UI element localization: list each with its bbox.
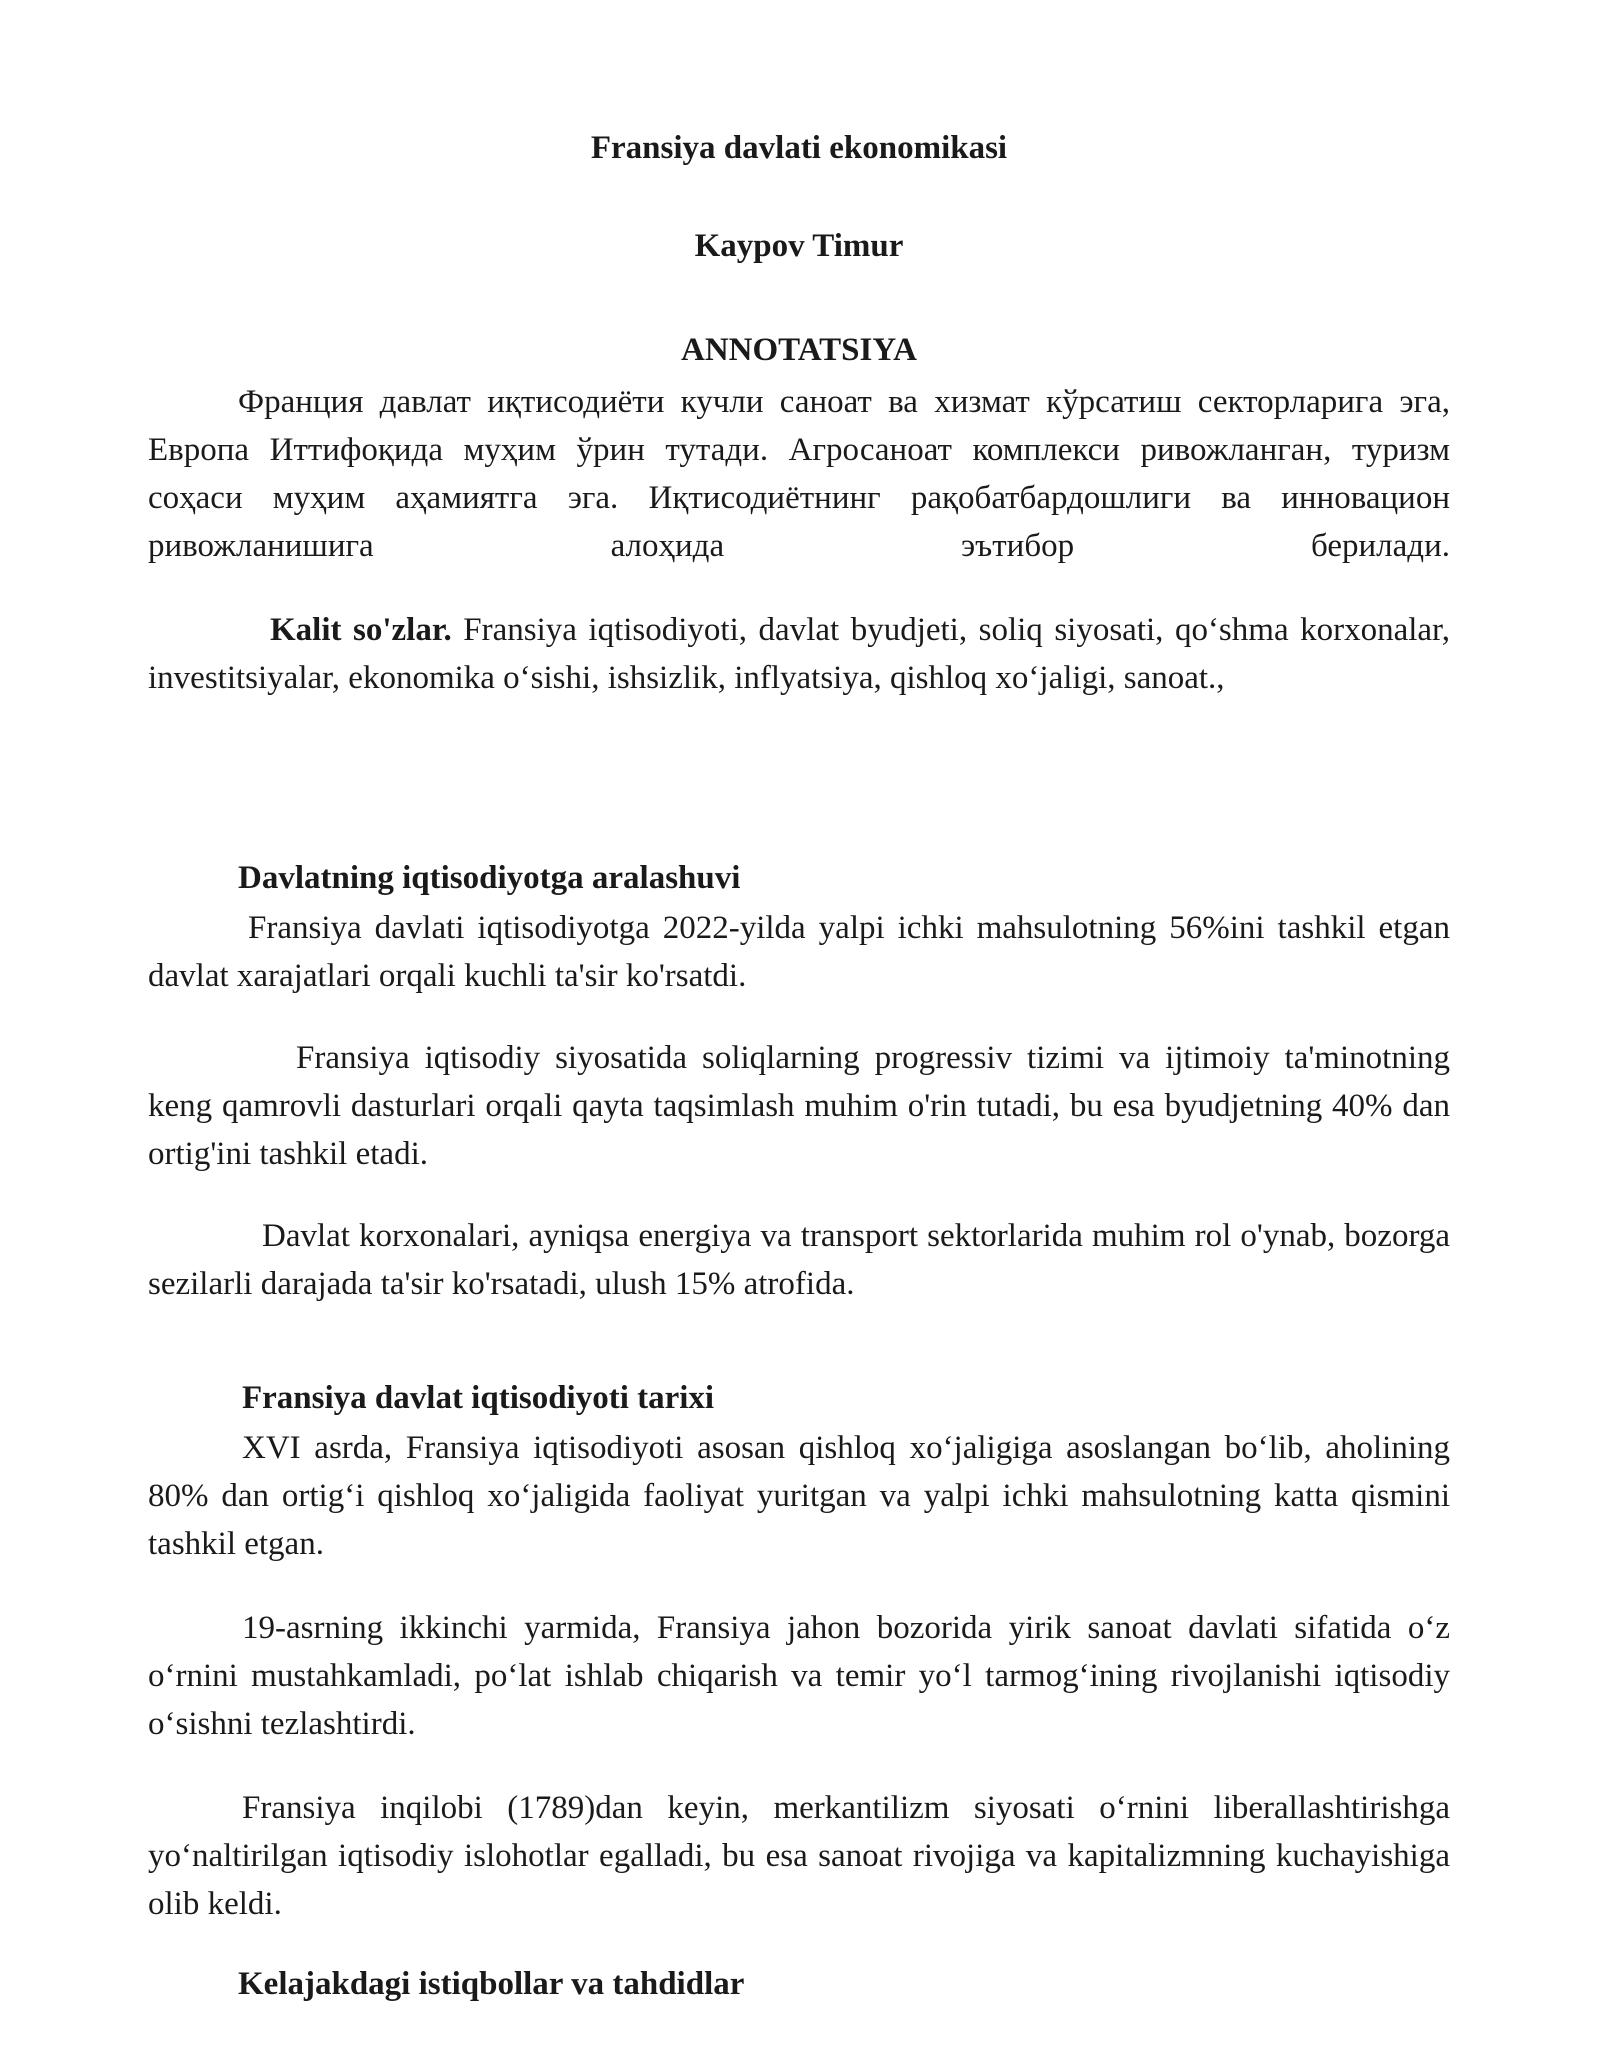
section1-paragraph-3: Davlat korxonalari, ayniqsa energiya va transport sektorlarida muhim rol o'ynab, bozorga sezilarli darajada ta'sir ko'rsatadi, ulush 15% atrofida. bbox=[148, 1218, 1450, 1302]
annotation-paragraph: Франция давлат иқтисодиёти кучли саноат ва хизмат кўрсатиш секторларига эга, Европа Иттифоқида муҳим ўрин тутади. Агросаноат комплекси ривожланган, туризм соҳаси муҳим аҳамиятга эга. Иқтисодиётнинг рақобатбардошлиги ва инновацион ривожланишига алоҳида эътибор берилади. bbox=[148, 384, 1450, 564]
section-heading-history: Fransiya davlat iqtisodiyoti tarixi bbox=[242, 1380, 715, 1416]
section2-paragraph-1: XVI asrda, Fransiya iqtisodiyoti asosan qishloq xo‘jaligiga asoslangan bo‘lib, aholining 80% dan ortig‘i qishloq xo‘jaligida faoliyat yuritgan va yalpi ichki mahsulotning katta qismini tashkil etgan. bbox=[148, 1430, 1450, 1562]
section-heading-prospects: Kelajakdagi istiqbollar va tahdidlar bbox=[238, 1966, 745, 2002]
keywords-text: Fransiya iqtisodiyoti, davlat byudjeti, soliq siyosati, qo‘shma korxonalar, investitsiyalar, ekonomika o‘sishi, ishsizlik, inflyatsiya, qishloq xo‘jaligi, sanoat., bbox=[148, 612, 1450, 696]
keywords-label: Kalit so'zlar. bbox=[270, 612, 452, 648]
document-title: Fransiya davlati ekonomikasi bbox=[590, 130, 1008, 166]
keywords-paragraph bbox=[148, 606, 1450, 702]
annotation-heading: ANNOTATSIYA bbox=[681, 332, 917, 368]
section1-paragraph-1: Fransiya davlati iqtisodiyotga 2022-yilda yalpi ichki mahsulotning 56%ini tashkil etgan davlat xarajatlari orqali kuchli ta'sir ko'rsatdi. bbox=[148, 910, 1450, 994]
section2-paragraph-3: Fransiya inqilobi (1789)dan keyin, merkantilizm siyosati o‘rnini liberallashtirishga yo‘naltirilgan iqtisodiy islohotlar egalladi, bu esa sanoat rivojiga va kapitalizmning kuchayishiga olib keldi. bbox=[148, 1790, 1450, 1922]
author-name: Kaypov Timur bbox=[694, 228, 904, 264]
section1-paragraph-2: Fransiya iqtisodiy siyosatida soliqlarning progressiv tizimi va ijtimoiy ta'minotning keng qamrovli dasturlari orqali qayta taqsimlash muhim o'rin tutadi, bu esa byudjetning 40% dan ortig'ini tashkil etadi. bbox=[148, 1040, 1450, 1172]
section-heading-state-intervention: Davlatning iqtisodiyotga aralashuvi bbox=[238, 860, 741, 896]
section2-paragraph-2: 19-asrning ikkinchi yarmida, Fransiya jahon bozorida yirik sanoat davlati sifatida o‘z o‘rnini mustahkamladi, po‘lat ishlab chiqarish va temir yo‘l tarmog‘ining rivojlanishi iqtisodiy o‘sishni tezlashtirdi. bbox=[148, 1610, 1450, 1742]
